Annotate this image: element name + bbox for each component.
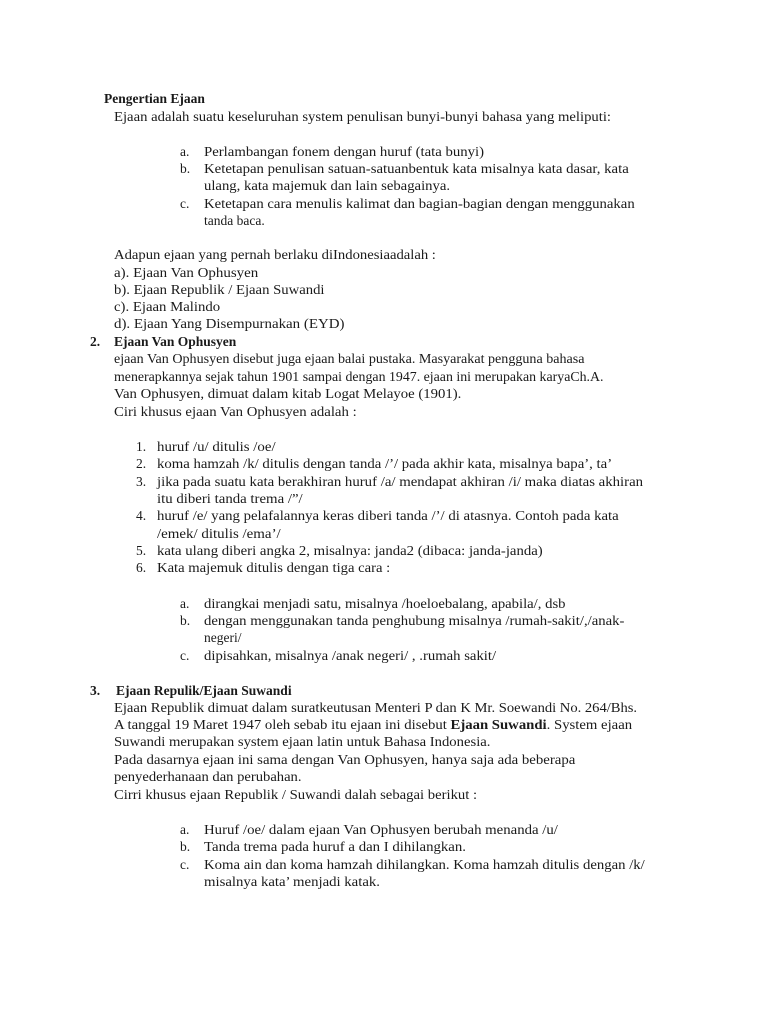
features-intro: Cirri khusus ejaan Republik / Suwandi dalah sebagai berikut :	[114, 787, 478, 802]
section-heading-pengertian: Pengertian Ejaan	[104, 91, 205, 106]
paragraph-line: Van Ophusyen, dimuat dalam kitab Logat Melayoe (1901).	[114, 386, 462, 401]
feature-text: jika pada suatu kata berakhiran huruf /a/ mendapat akhiran /i/ maka diatas akhiran	[157, 474, 644, 489]
list-marker: a.	[180, 596, 190, 611]
bold-term: Ejaan Suwandi	[450, 717, 547, 732]
list-item-text: Perlambangan fonem dengan huruf (tata bunyi)	[204, 144, 485, 159]
list-item-text: Ketetapan penulisan satuan-satuanbentuk kata misalnya kata dasar, kata	[204, 161, 629, 176]
feature-text: Koma ain dan koma hamzah dihilangkan. Koma hamzah ditulis dengan /k/	[204, 857, 645, 872]
feature-text: huruf /e/ yang pelafalannya keras diberi tanda /’/ di atasnya. Contoh pada kata	[157, 508, 619, 523]
sub-item-text: dengan menggunakan tanda penghubung misalnya /rumah-sakit/,/anak-	[204, 613, 625, 628]
list-marker: 3.	[136, 474, 147, 489]
ejaan-list-item: d). Ejaan Yang Disempurnakan (EYD)	[114, 316, 345, 331]
list-marker: a.	[180, 822, 190, 837]
paragraph-text: . System ejaan	[546, 717, 633, 732]
section-number: 2.	[90, 334, 101, 349]
paragraph-line: Ejaan Republik dimuat dalam suratkeutusan Menteri P dan K Mr. Soewandi No. 264/Bhs.	[114, 700, 638, 715]
list-marker: c.	[180, 648, 190, 663]
section-heading-suwandi: Ejaan Repulik/Ejaan Suwandi	[116, 683, 292, 698]
list-marker: a.	[180, 144, 190, 159]
list-item-text: ulang, kata majemuk dan lain sebagainya.	[204, 178, 451, 193]
feature-text: itu diberi tanda trema /”/	[157, 491, 303, 506]
list-marker: b.	[180, 839, 191, 854]
feature-text: koma hamzah /k/ ditulis dengan tanda /’/ pada akhir kata, misalnya bapa’, ta’	[157, 456, 613, 471]
list-item-text: tanda baca.	[204, 213, 265, 228]
section-heading-van-ophusyen: Ejaan Van Ophusyen	[114, 334, 237, 349]
feature-text: /emek/ ditulis /ema’/	[157, 526, 281, 541]
sub-item-text: negeri/	[204, 630, 242, 645]
section-number: 3.	[90, 683, 101, 698]
ejaan-list-intro: Adapun ejaan yang pernah berlaku diIndonesiaadalah :	[114, 247, 436, 262]
list-marker: 5.	[136, 543, 147, 558]
features-intro: Ciri khusus ejaan Van Ophusyen adalah :	[114, 404, 357, 419]
paragraph-line: Suwandi merupakan system ejaan latin untuk Bahasa Indonesia.	[114, 734, 491, 749]
definition-text: Ejaan adalah suatu keseluruhan system penulisan bunyi-bunyi bahasa yang meliputi:	[114, 109, 612, 124]
feature-text: Kata majemuk ditulis dengan tiga cara :	[157, 560, 391, 575]
paragraph-text: A tanggal 19 Maret 1947 oleh sebab itu ejaan ini disebut	[114, 717, 451, 732]
paragraph-line: Pada dasarnya ejaan ini sama dengan Van Ophusyen, hanya saja ada beberapa	[114, 752, 576, 767]
feature-text: kata ulang diberi angka 2, misalnya: janda2 (dibaca: janda-janda)	[157, 543, 543, 558]
list-marker: 2.	[136, 456, 147, 471]
paragraph-line: penyederhanaan dan perubahan.	[114, 769, 302, 784]
list-marker: 1.	[136, 439, 147, 454]
paragraph-line	[114, 716, 632, 733]
paragraph-line: ejaan Van Ophusyen disebut juga ejaan balai pustaka. Masyarakat pengguna bahasa	[114, 351, 585, 366]
feature-text: Tanda trema pada huruf a dan I dihilangkan.	[204, 839, 466, 854]
sub-item-text: dipisahkan, misalnya /anak negeri/ , .rumah sakit/	[204, 648, 497, 663]
ejaan-list-item: a). Ejaan Van Ophusyen	[114, 265, 259, 280]
list-item-text: Ketetapan cara menulis kalimat dan bagian-bagian dengan menggunakan	[204, 196, 635, 211]
ejaan-list-item: c). Ejaan Malindo	[114, 299, 221, 314]
list-marker: b.	[180, 161, 191, 176]
feature-text: huruf /u/ ditulis /oe/	[157, 439, 276, 454]
paragraph-line: menerapkannya sejak tahun 1901 sampai dengan 1947. ejaan ini merupakan karyaCh.A.	[114, 369, 604, 384]
sub-item-text: dirangkai menjadi satu, misalnya /hoeloebalang, apabila/, dsb	[204, 596, 566, 611]
ejaan-list-item: b). Ejaan Republik / Ejaan Suwandi	[114, 282, 325, 297]
list-marker: 6.	[136, 560, 147, 575]
list-marker: 4.	[136, 508, 147, 523]
list-marker: c.	[180, 857, 190, 872]
list-marker: b.	[180, 613, 191, 628]
feature-text: Huruf /oe/ dalam ejaan Van Ophusyen berubah menanda /u/	[204, 822, 558, 837]
feature-text: misalnya kata’ menjadi katak.	[204, 874, 380, 889]
list-marker: c.	[180, 196, 190, 211]
